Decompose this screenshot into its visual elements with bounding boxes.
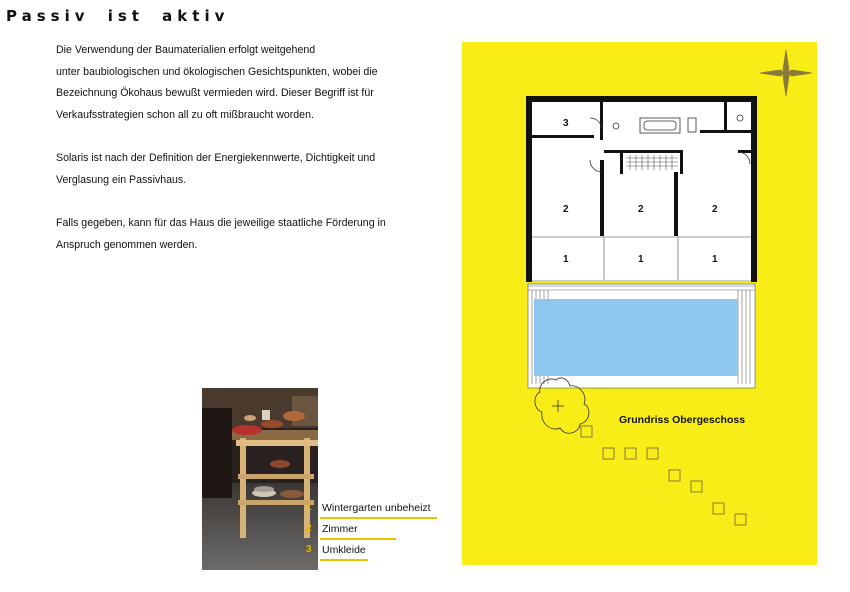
text-line: Verkaufsstrategien schon all zu oft mißbraucht worden. [56, 108, 314, 121]
room-label: 2 [563, 204, 569, 215]
page-title: Passiv ist aktiv [6, 7, 230, 25]
text-line: Verglasung ein Passivhaus. [56, 173, 187, 186]
pool [534, 299, 738, 376]
room-label: 1 [712, 254, 718, 265]
plan-caption: Grundriss Obergeschoss [619, 414, 746, 426]
room-label: 1 [638, 254, 644, 265]
legend-label: Wintergarten unbeheizt [322, 502, 431, 514]
text-line: Bezeichnung Ökohaus bewußt vermieden wird. Dieser Begriff ist für [56, 87, 374, 99]
room-label: 2 [712, 204, 718, 215]
legend-label: Umkleide [322, 544, 366, 556]
compass-star-icon [760, 50, 812, 96]
legend-number: 3 [306, 544, 312, 555]
text-line: Die Verwendung der Baumaterialien erfolgt weitgehend [56, 44, 316, 56]
text-line: Anspruch genommen werden. [56, 238, 198, 251]
room-label: 3 [563, 118, 569, 129]
legend-label: Zimmer [322, 523, 358, 535]
legend-number: 1 [306, 502, 312, 513]
room-label: 1 [563, 254, 569, 265]
text-line: Solaris ist nach der Definition der Energiekennwerte, Dichtigkeit und [56, 152, 376, 164]
text-line: Falls gegeben, kann für das Haus die jeweilige staatliche Förderung in [56, 217, 386, 229]
text-line: unter baubiologischen und ökologischen Gesichtspunkten, wobei die [56, 65, 378, 78]
legend-number: 2 [306, 523, 312, 534]
stepping-stones [581, 426, 746, 525]
room-label: 2 [638, 204, 644, 215]
